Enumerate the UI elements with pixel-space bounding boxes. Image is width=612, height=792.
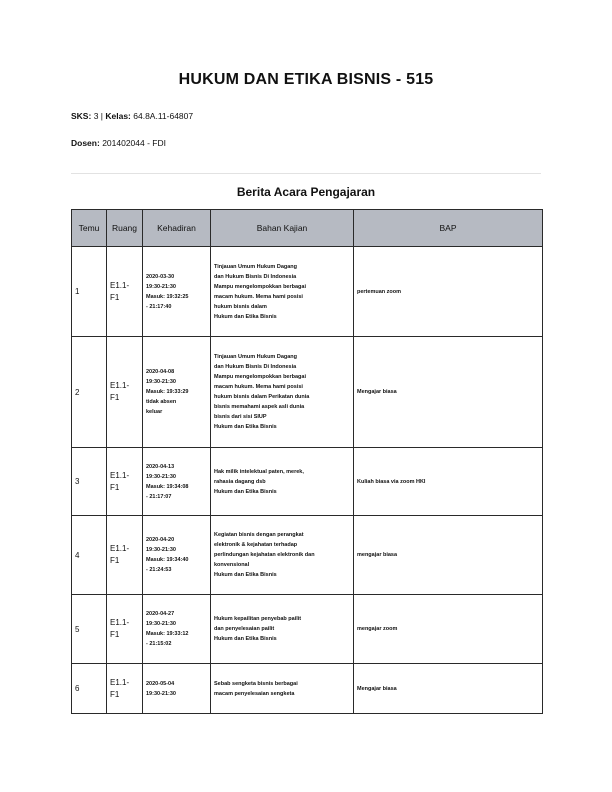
section-divider — [71, 173, 541, 174]
header-bap: BAP — [354, 210, 543, 247]
cell-temu: 6 — [72, 664, 107, 714]
course-meta-dosen — [71, 138, 166, 148]
table-row — [72, 516, 543, 595]
table-row — [72, 247, 543, 337]
cell-bap: pertemuan zoom — [354, 247, 543, 337]
kelas-label: Kelas: — [105, 111, 131, 121]
header-bahan-kajian: Bahan Kajian — [211, 210, 354, 247]
bap-table — [71, 209, 543, 714]
cell-ruang: E1.1- F1 — [107, 448, 143, 516]
cell-kehadiran: 2020-04-08 19:30-21:30 Masuk: 19:33:29 tidak absen keluar — [143, 337, 211, 448]
cell-kehadiran: 2020-04-13 19:30-21:30 Masuk: 19:34:08 - 21:17:07 — [143, 448, 211, 516]
kelas-value: 64.8A.11-64807 — [133, 111, 194, 121]
cell-kehadiran: 2020-05-04 19:30-21:30 — [143, 664, 211, 714]
cell-ruang: E1.1- F1 — [107, 516, 143, 595]
cell-temu: 2 — [72, 337, 107, 448]
cell-bap: mengajar biasa — [354, 516, 543, 595]
cell-bap: Mengajar biasa — [354, 664, 543, 714]
cell-temu: 5 — [72, 595, 107, 664]
cell-ruang: E1.1- F1 — [107, 664, 143, 714]
cell-temu: 4 — [72, 516, 107, 595]
cell-bap: Kuliah biasa via zoom HKI — [354, 448, 543, 516]
table-row — [72, 337, 543, 448]
cell-temu: 1 — [72, 247, 107, 337]
cell-bahan-kajian: Kegiatan bisnis dengan perangkat elektronik & kejahatan terhadap perlindungan kejahatan elektronik dan konvensional Hukum dan Etika Bisnis — [211, 516, 354, 595]
cell-bahan-kajian: Tinjauan Umum Hukum Dagang dan Hukum Bisnis Di Indonesia Mampu mengelompokkan berbagai macam hukum. Mema hami posisi hukum bisnis dalam Perikatan dunia bisnis memahami aspek asli dunia bisnis dari sisi SIUP Hukum dan Etika Bisnis — [211, 337, 354, 448]
cell-bap: Mengajar biasa — [354, 337, 543, 448]
cell-ruang: E1.1- F1 — [107, 595, 143, 664]
cell-kehadiran: 2020-03-30 19:30-21:30 Masuk: 19:32:25 - 21:17:40 — [143, 247, 211, 337]
cell-kehadiran: 2020-04-20 19:30-21:30 Masuk: 19:34:40 - 21:24:53 — [143, 516, 211, 595]
cell-bahan-kajian: Sebab sengketa bisnis berbagai macam penyelesaian sengketa — [211, 664, 354, 714]
course-meta-sks-kelas — [71, 111, 193, 121]
cell-bahan-kajian: Tinjauan Umum Hukum Dagang dan Hukum Bisnis Di Indonesia Mampu mengelompokkan berbagai macam hukum. Mema hami posisi hukum bisnis dalam Hukum dan Etika Bisnis — [211, 247, 354, 337]
cell-kehadiran: 2020-04-27 19:30-21:30 Masuk: 19:33:12 - 21:15:02 — [143, 595, 211, 664]
cell-ruang: E1.1- F1 — [107, 247, 143, 337]
cell-bahan-kajian: Hukum kepailitan penyebab pailit dan penyelesaian pailit Hukum dan Etika Bisnis — [211, 595, 354, 664]
section-title: Berita Acara Pengajaran — [236, 185, 376, 199]
table-row — [72, 448, 543, 516]
table-row — [72, 595, 543, 664]
cell-ruang: E1.1- F1 — [107, 337, 143, 448]
cell-bahan-kajian: Hak milik intelektual paten, merek, rahasia dagang dsb Hukum dan Etika Bisnis — [211, 448, 354, 516]
sks-label: SKS: — [71, 111, 92, 121]
header-temu: Temu — [72, 210, 107, 247]
dosen-label: Dosen: — [71, 138, 100, 148]
cell-bap: mengajar zoom — [354, 595, 543, 664]
cell-temu: 3 — [72, 448, 107, 516]
header-ruang: Ruang — [107, 210, 143, 247]
table-row — [72, 664, 543, 714]
dosen-value: 201402044 - FDI — [102, 138, 166, 148]
header-kehadiran: Kehadiran — [143, 210, 211, 247]
table-header-row — [72, 210, 543, 247]
sks-value: 3 | — [93, 111, 106, 121]
page-title: HUKUM DAN ETIKA BISNIS - 515 — [178, 71, 434, 88]
